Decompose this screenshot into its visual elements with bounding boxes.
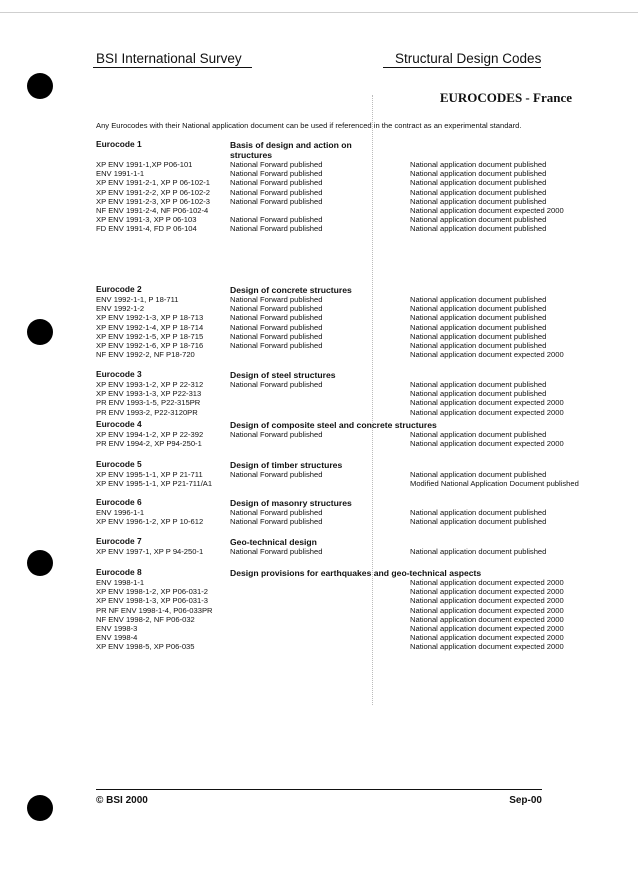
country-title: EUROCODES - France (439, 90, 572, 105)
standard-reference: XP ENV 1992-1-4, XP P 18-714 (96, 322, 204, 332)
standard-reference: XP ENV 1991-2-3, XP P 06-102-3 (96, 196, 210, 206)
standard-reference: XP ENV 1998-1-2, XP P06-031-2 (96, 587, 209, 597)
punch-hole (27, 73, 53, 99)
national-forward-status: National Forward published (230, 470, 323, 479)
standard-reference: XP ENV 1991-2-2, XP P 06-102-2 (96, 187, 210, 197)
standard-row (96, 295, 596, 304)
national-forward-status (230, 439, 410, 448)
header-right-title: Structural Design Codes (395, 51, 542, 66)
national-forward-status (230, 615, 410, 624)
footer-date: Sep-00 (509, 795, 542, 806)
section-header-row (96, 498, 596, 508)
standard-row (96, 398, 596, 407)
national-forward-status: National Forward published (230, 508, 323, 517)
nad-status: National application document expected 2000 (410, 605, 564, 615)
standard-row (96, 408, 596, 417)
header-left-underline (93, 67, 252, 68)
nad-status: National application document published (410, 430, 547, 439)
national-forward-status (230, 206, 410, 215)
nad-status: National application document expected 2000 (410, 624, 564, 634)
nad-status: National application document expected 2000 (410, 398, 564, 408)
standard-reference: ENV 1992-1-2 (96, 304, 145, 314)
standard-row (96, 332, 596, 341)
footer-rule (96, 789, 542, 790)
section-header-row (96, 460, 596, 470)
section-header-row (96, 420, 596, 430)
footer-copyright: © BSI 2000 (96, 795, 148, 806)
national-forward-status: National Forward published (230, 178, 323, 188)
standard-row (96, 380, 596, 389)
nad-status: National application document published (410, 295, 547, 304)
nad-status: National application document published (410, 322, 547, 332)
section-title: Design provisions for earthquakes and geo-technical aspects (230, 568, 482, 578)
standard-reference: XP ENV 1998-1-3, XP P06-031-3 (96, 596, 209, 606)
standard-row (96, 350, 596, 359)
section-header-row (96, 140, 596, 160)
national-forward-status: National Forward published (230, 215, 323, 225)
punch-hole (27, 550, 53, 576)
standard-row (96, 547, 596, 556)
standard-row (96, 389, 596, 398)
national-forward-status: National Forward published (230, 196, 323, 206)
header-right-underline (383, 67, 541, 68)
nad-status: National application document published (410, 160, 547, 169)
standard-reference: XP ENV 1995-1-1, XP P 21-711 (96, 470, 203, 479)
eurocode-number: Eurocode 2 (96, 284, 142, 294)
standard-reference: ENV 1998-1-1 (96, 578, 145, 587)
eurocode-number: Eurocode 6 (96, 497, 142, 507)
national-forward-status (230, 398, 410, 407)
standard-reference: XP ENV 1998-5, XP P06-035 (96, 642, 195, 652)
nad-status: Modified National Application Document published (410, 479, 579, 489)
standard-reference: XP ENV 1991-3, XP P 06-103 (96, 215, 197, 225)
nad-status: National application document expected 2000 (410, 614, 564, 624)
eurocode-section (96, 370, 596, 417)
national-forward-status: National Forward published (230, 295, 323, 304)
nad-status: National application document published (410, 196, 547, 206)
nad-status: National application document published (410, 187, 547, 197)
nad-status: National application document expected 2000 (410, 633, 564, 643)
standard-reference: XP ENV 1992-1-3, XP P 18-713 (96, 313, 204, 323)
standard-reference: XP ENV 1993-1-2, XP P 22-312 (96, 380, 204, 389)
nad-status: National application document published (410, 470, 547, 479)
standard-reference: NF ENV 1998-2, NF P06-032 (96, 614, 195, 624)
standard-row (96, 479, 596, 488)
standard-reference: ENV 1998-4 (96, 633, 138, 643)
standard-row (96, 578, 596, 587)
standard-reference: XP ENV 1992-1-6, XP P 18-716 (96, 341, 204, 351)
nad-status: National application document published (410, 380, 547, 389)
eurocode-number: Eurocode 8 (96, 567, 142, 577)
standard-row (96, 596, 596, 605)
section-title: Design of composite steel and concrete structures (230, 420, 437, 430)
nad-status: National application document published (410, 224, 547, 234)
national-forward-status: National Forward published (230, 380, 323, 389)
section-header-row (96, 537, 596, 547)
national-forward-status: National Forward published (230, 430, 323, 439)
standard-reference: ENV 1998-3 (96, 624, 138, 634)
standard-row (96, 160, 596, 169)
eurocode-number: Eurocode 5 (96, 459, 142, 469)
section-title: Basis of design and action on structures (230, 140, 352, 160)
section-title: Geo-technical design (230, 537, 317, 547)
standard-reference: XP ENV 1994-1-2, XP P 22-392 (96, 430, 204, 439)
standard-row (96, 606, 596, 615)
standard-reference: XP ENV 1993-1-3, XP P22-313 (96, 389, 202, 399)
standard-reference: ENV 1992-1-1, P 18-711 (96, 295, 179, 304)
nad-status: National application document published (410, 547, 547, 556)
standard-row (96, 587, 596, 596)
national-forward-status: National Forward published (230, 547, 323, 556)
nad-status: National application document expected 2000 (410, 578, 564, 587)
standard-row (96, 169, 596, 178)
standard-row (96, 430, 596, 439)
standard-reference: PR NF ENV 1998-1-4, P06-033PR (96, 605, 213, 615)
nad-status: National application document published (410, 178, 547, 188)
section-title: Design of timber structures (230, 460, 343, 470)
punch-hole (27, 319, 53, 345)
national-forward-status: National Forward published (230, 341, 323, 351)
national-forward-status: National Forward published (230, 313, 323, 323)
nad-status: National application document expected 2000 (410, 407, 564, 417)
national-forward-status: National Forward published (230, 331, 323, 341)
nad-status: National application document expected 2000 (410, 206, 564, 216)
standard-row (96, 615, 596, 624)
national-forward-status: National Forward published (230, 169, 323, 179)
intro-text: Any Eurocodes with their National application document can be used if referenced in the contract as an experimental standard. (96, 121, 522, 130)
eurocode-section (96, 568, 596, 652)
standard-reference: PR ENV 1994-2, XP P94-250-1 (96, 439, 202, 449)
section-title: Design of concrete structures (230, 285, 352, 295)
nad-status: National application document published (410, 215, 547, 225)
national-forward-status (230, 633, 410, 642)
nad-status: National application document published (410, 169, 547, 179)
national-forward-status: National Forward published (230, 322, 323, 332)
standard-row (96, 215, 596, 224)
nad-status: National application document published (410, 517, 547, 527)
standard-row (96, 517, 596, 526)
eurocode-number: Eurocode 7 (96, 536, 142, 546)
standard-row (96, 439, 596, 448)
standard-row (96, 197, 596, 206)
section-header-row (96, 568, 596, 578)
national-forward-status (230, 350, 410, 359)
national-forward-status (230, 408, 410, 417)
standard-row (96, 470, 596, 479)
nad-status: National application document expected 2000 (410, 439, 564, 449)
nad-status: National application document published (410, 508, 547, 517)
nad-status: National application document published (410, 389, 547, 399)
standard-row (96, 642, 596, 651)
standard-reference: XP ENV 1995-1-1, XP P21-711/A1 (96, 479, 213, 489)
standard-reference: FD ENV 1991-4, FD P 06-104 (96, 224, 197, 234)
standard-row (96, 188, 596, 197)
standard-reference: PR ENV 1993-1-5, P22-315PR (96, 398, 201, 408)
header-left-title: BSI International Survey (96, 51, 242, 66)
standard-row (96, 633, 596, 642)
standard-reference: XP ENV 1997-1, XP P 94-250-1 (96, 547, 204, 556)
standard-row (96, 508, 596, 517)
standard-reference: XP ENV 1991-1,XP P06-101 (96, 160, 193, 169)
nad-status: National application document published (410, 341, 547, 351)
eurocode-section (96, 537, 596, 556)
national-forward-status (230, 389, 410, 398)
standard-row (96, 178, 596, 187)
national-forward-status (230, 596, 410, 605)
eurocode-number: Eurocode 4 (96, 419, 142, 429)
standard-row (96, 313, 596, 322)
standard-row (96, 341, 596, 350)
nad-status: National application document published (410, 331, 547, 341)
punch-hole (27, 795, 53, 821)
section-title: Design of masonry structures (230, 498, 352, 508)
eurocode-section (96, 140, 596, 234)
nad-status: National application document published (410, 304, 547, 314)
standard-reference: NF ENV 1991-2-4, NF P06-102-4 (96, 206, 209, 216)
national-forward-status: National Forward published (230, 187, 323, 197)
standard-reference: ENV 1996-1-1 (96, 508, 145, 517)
national-forward-status (230, 587, 410, 596)
nad-status: National application document published (410, 313, 547, 323)
eurocode-section (96, 285, 596, 359)
standard-reference: XP ENV 1996-1-2, XP P 10-612 (96, 517, 204, 527)
standard-row (96, 323, 596, 332)
eurocode-section (96, 460, 596, 488)
eurocode-section (96, 498, 596, 526)
section-title: Design of steel structures (230, 370, 336, 380)
national-forward-status: National Forward published (230, 304, 323, 314)
standard-row (96, 206, 596, 215)
standard-reference: NF ENV 1992-2, NF P18-720 (96, 350, 195, 360)
nad-status: National application document expected 2000 (410, 596, 564, 606)
standard-row (96, 304, 596, 313)
top-rule (0, 12, 638, 13)
nad-status: National application document expected 2000 (410, 587, 564, 597)
standard-reference: ENV 1991-1-1 (96, 169, 145, 179)
standard-row (96, 624, 596, 633)
eurocode-number: Eurocode 3 (96, 369, 142, 379)
standard-reference: XP ENV 1991-2-1, XP P 06-102-1 (96, 178, 210, 188)
national-forward-status (230, 606, 410, 615)
section-header-row (96, 285, 596, 295)
nad-status: National application document expected 2000 (410, 642, 564, 652)
national-forward-status: National Forward published (230, 160, 323, 169)
national-forward-status: National Forward published (230, 224, 323, 234)
national-forward-status (230, 642, 410, 651)
national-forward-status (230, 624, 410, 633)
standard-row (96, 224, 596, 233)
standard-reference: PR ENV 1993-2, P22-3120PR (96, 407, 198, 417)
eurocode-number: Eurocode 1 (96, 139, 142, 149)
national-forward-status (230, 578, 410, 587)
eurocode-section (96, 420, 596, 448)
national-forward-status (230, 479, 410, 488)
national-forward-status: National Forward published (230, 517, 323, 527)
nad-status: National application document expected 2000 (410, 350, 564, 360)
section-header-row (96, 370, 596, 380)
standard-reference: XP ENV 1992-1-5, XP P 18-715 (96, 331, 204, 341)
